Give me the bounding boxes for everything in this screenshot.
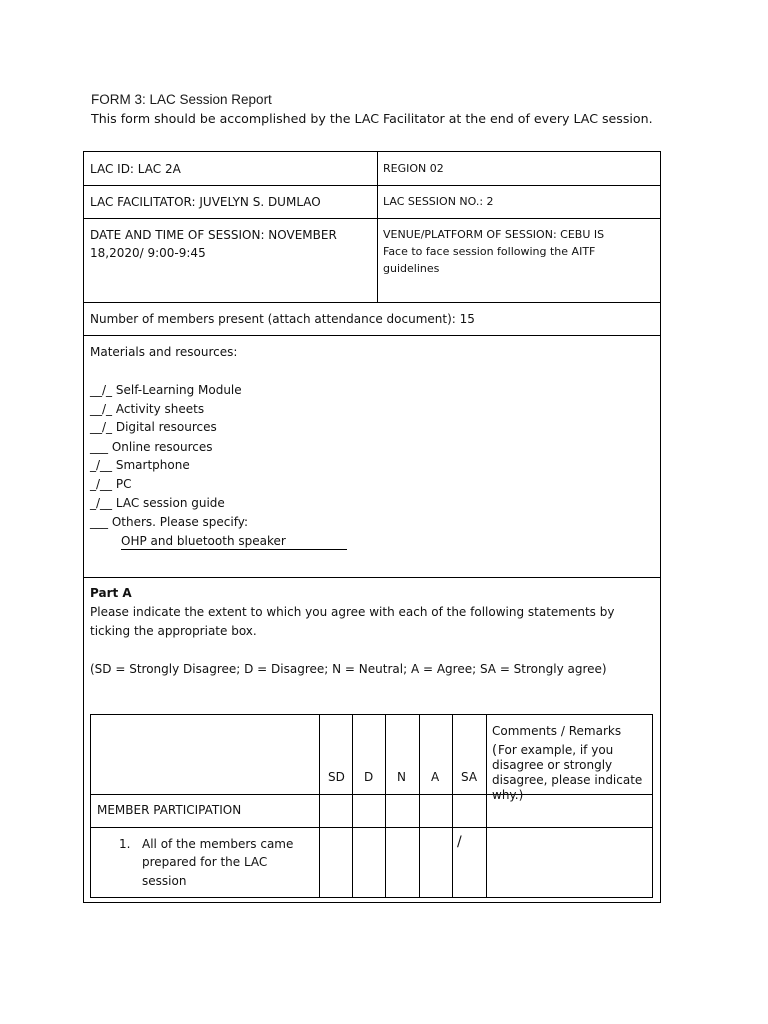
materials-heading: Materials and resources:	[90, 345, 238, 359]
rating-mark-sa: /	[457, 834, 462, 850]
members-present: Number of members present (attach attendance document): 15	[90, 312, 475, 326]
lac-session-no: LAC SESSION NO.: 2	[383, 195, 494, 208]
row-divider	[84, 302, 660, 303]
material-item: _/__ PC	[90, 477, 132, 491]
rating-table	[90, 714, 653, 898]
material-item: __/_ Digital resources	[90, 420, 217, 434]
comments-paren: (	[492, 743, 498, 758]
col-header-a: A	[431, 770, 440, 784]
lac-id: LAC ID: LAC 2A	[90, 162, 181, 176]
row-divider	[84, 577, 660, 578]
lac-facilitator: LAC FACILITATOR: JUVELYN S. DUMLAO	[90, 195, 321, 209]
form-instruction: This form should be accomplished by the LAC Facilitator at the end of every LAC session.	[91, 111, 653, 126]
statement-line1: All of the members came	[142, 837, 294, 851]
column-divider	[352, 715, 353, 897]
statement-line2: prepared for the LAC	[142, 855, 268, 869]
column-divider	[452, 715, 453, 897]
col-header-sd: SD	[328, 770, 345, 784]
column-divider	[377, 152, 378, 302]
column-divider	[486, 715, 487, 897]
statement-line3: session	[142, 874, 187, 888]
col-header-d: D	[364, 770, 374, 784]
part-a-instruction-line1: Please indicate the extent to which you agree with each of the following statements by	[90, 605, 615, 619]
form-title: FORM 3: LAC Session Report	[91, 92, 272, 107]
session-datetime-line2: 18,2020/ 9:00-9:45	[90, 246, 206, 260]
row-divider	[91, 827, 652, 828]
venue-line3: guidelines	[383, 262, 440, 275]
material-item: ___ Others. Please specify:	[90, 515, 248, 529]
row-divider	[84, 185, 660, 186]
column-divider	[419, 715, 420, 897]
venue-line1: VENUE/PLATFORM OF SESSION: CEBU IS	[383, 228, 605, 241]
part-a-heading: Part A	[90, 586, 132, 600]
others-specify-value: OHP and bluetooth speaker	[121, 534, 347, 550]
material-item: ___ Online resources	[90, 440, 213, 454]
part-a-instruction-line2: ticking the appropriate box.	[90, 624, 257, 638]
col-header-n: N	[397, 770, 406, 784]
venue-line2: Face to face session following the AITF	[383, 245, 596, 258]
comments-header: Comments / Remarks	[492, 724, 622, 738]
session-report-form	[83, 151, 661, 903]
rating-legend: (SD = Strongly Disagree; D = Disagree; N = Neutral; A = Agree; SA = Strongly agree)	[90, 662, 607, 676]
section-member-participation: MEMBER PARTICIPATION	[97, 803, 242, 817]
comments-note: For example, if you disagree or strongly disagree, please indicate why.)	[492, 743, 643, 802]
material-item: _/__ Smartphone	[90, 458, 190, 472]
row-divider	[84, 218, 660, 219]
column-divider	[385, 715, 386, 897]
material-item: __/_ Self-Learning Module	[90, 383, 242, 397]
row-divider	[84, 335, 660, 336]
column-divider	[319, 715, 320, 897]
material-item: __/_ Activity sheets	[90, 402, 205, 416]
region: REGION 02	[383, 162, 444, 175]
session-datetime-line1: DATE AND TIME OF SESSION: NOVEMBER	[90, 228, 337, 242]
statement-number: 1.	[119, 837, 131, 851]
material-item: _/__ LAC session guide	[90, 496, 225, 510]
col-header-sa: SA	[461, 770, 478, 784]
